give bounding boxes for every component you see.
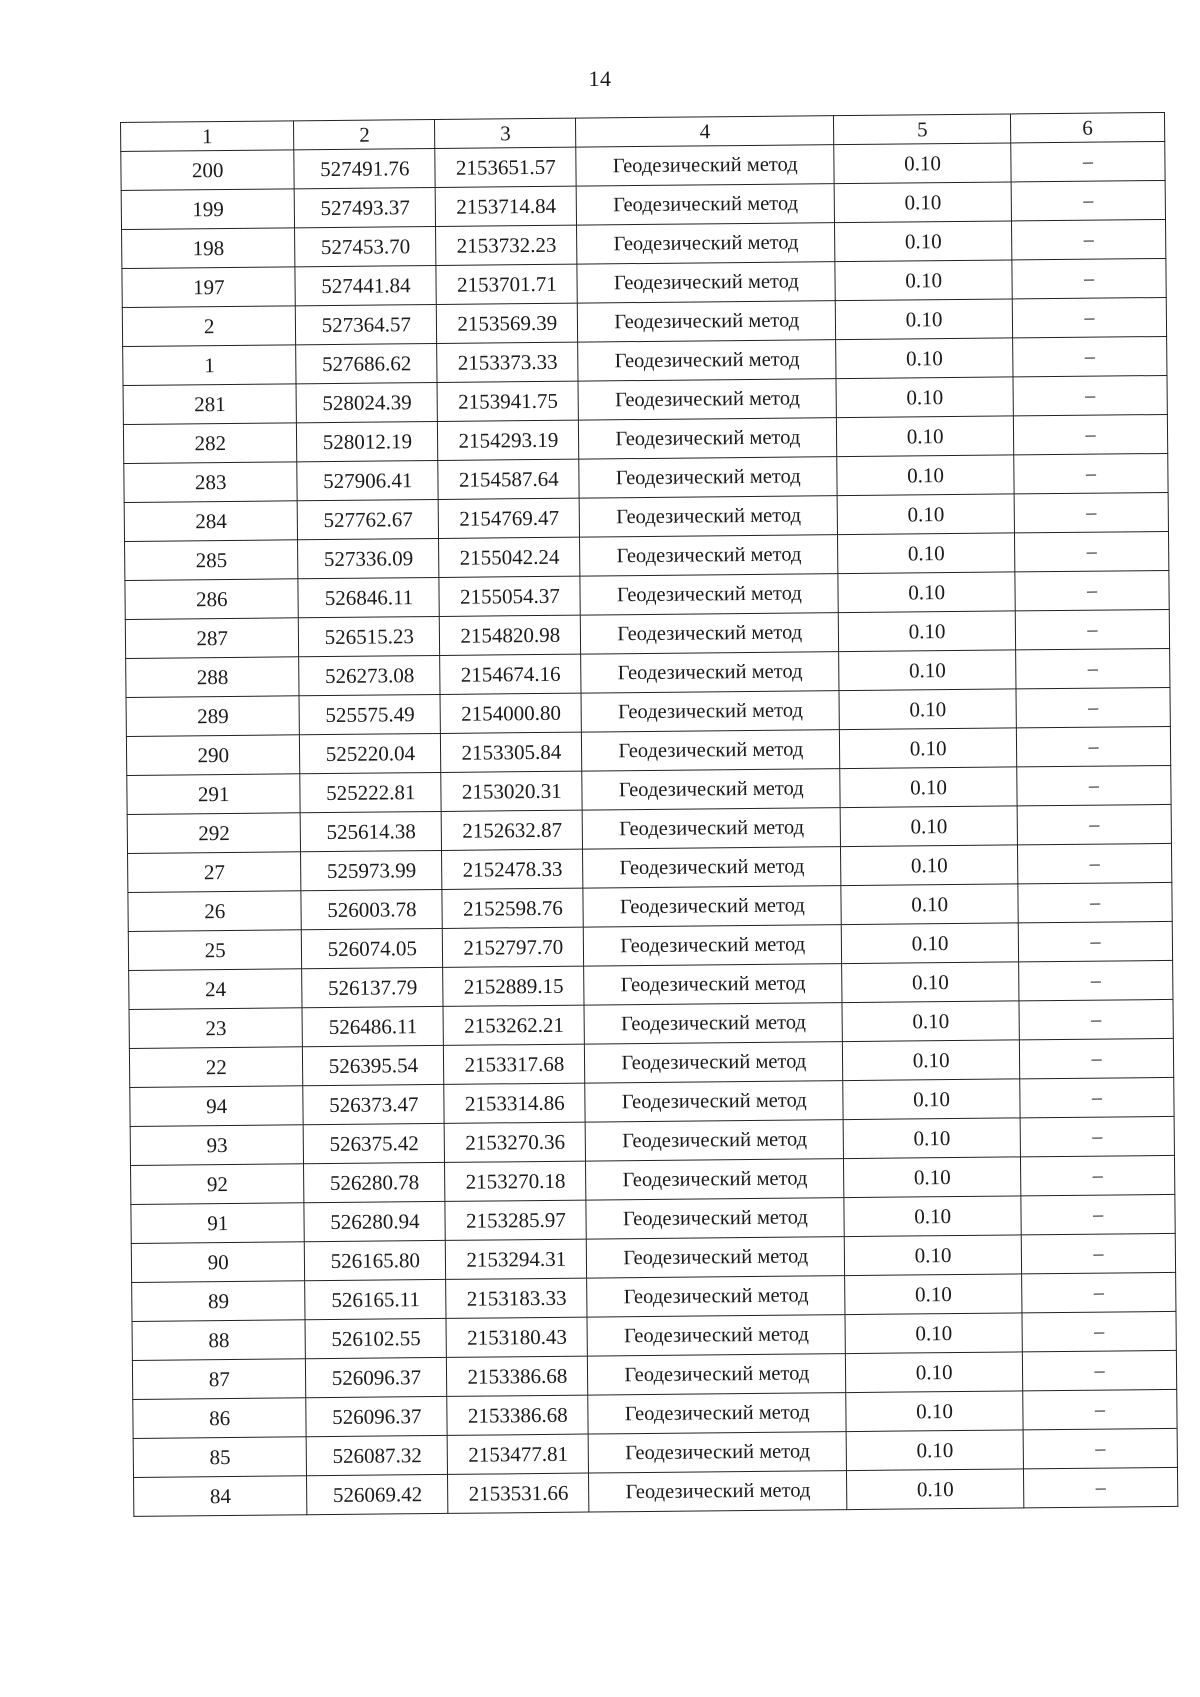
point-number-cell: 281 <box>123 384 297 425</box>
method-cell: Геодезический метод <box>585 1081 843 1122</box>
point-number-cell: 91 <box>131 1203 305 1244</box>
y-coordinate-cell: 2152889.15 <box>443 966 584 1006</box>
point-number-cell: 283 <box>124 462 298 503</box>
point-number-cell: 25 <box>128 930 302 971</box>
y-coordinate-cell: 2152478.33 <box>442 849 583 889</box>
x-coordinate-cell: 527686.62 <box>296 343 437 383</box>
x-coordinate-cell: 527491.76 <box>294 148 435 188</box>
x-coordinate-cell: 525222.81 <box>300 772 441 812</box>
point-number-cell: 199 <box>121 189 295 230</box>
x-coordinate-cell: 526375.42 <box>304 1123 445 1163</box>
note-cell: – <box>1020 1116 1174 1156</box>
method-cell: Геодезический метод <box>579 496 837 537</box>
method-cell: Геодезический метод <box>584 1003 842 1044</box>
header-cell-2: 2 <box>294 119 435 149</box>
note-cell: – <box>1014 453 1168 493</box>
y-coordinate-cell: 2153569.39 <box>437 303 578 343</box>
note-cell: – <box>1021 1233 1175 1273</box>
accuracy-cell: 0.10 <box>834 182 1011 223</box>
point-number-cell: 289 <box>126 696 300 737</box>
accuracy-cell: 0.10 <box>840 806 1017 847</box>
x-coordinate-cell: 527441.84 <box>295 265 436 305</box>
note-cell: – <box>1020 1155 1174 1195</box>
method-cell: Геодезический метод <box>581 691 839 732</box>
note-cell: – <box>1011 180 1165 220</box>
point-number-cell: 286 <box>125 579 299 620</box>
point-number-cell: 93 <box>130 1125 304 1166</box>
point-number-cell: 84 <box>134 1476 308 1517</box>
method-cell: Геодезический метод <box>578 301 836 342</box>
y-coordinate-cell: 2153317.68 <box>444 1044 585 1084</box>
note-cell: – <box>1015 570 1169 610</box>
y-coordinate-cell: 2153270.36 <box>445 1122 586 1162</box>
point-number-cell: 89 <box>132 1281 306 1322</box>
note-cell: – <box>1020 1077 1174 1117</box>
y-coordinate-cell: 2153314.86 <box>444 1083 585 1123</box>
x-coordinate-cell: 526280.94 <box>304 1201 445 1241</box>
point-number-cell: 92 <box>131 1164 305 1205</box>
note-cell: – <box>1019 999 1173 1039</box>
x-coordinate-cell: 526102.55 <box>305 1318 446 1358</box>
header-cell-5: 5 <box>834 114 1011 145</box>
x-coordinate-cell: 526003.78 <box>301 889 442 929</box>
accuracy-cell: 0.10 <box>836 338 1013 379</box>
method-cell: Геодезический метод <box>588 1393 846 1434</box>
accuracy-cell: 0.10 <box>836 299 1013 340</box>
y-coordinate-cell: 2153386.68 <box>447 1356 588 1396</box>
method-cell: Геодезический метод <box>587 1315 845 1356</box>
x-coordinate-cell: 525220.04 <box>300 733 441 773</box>
x-coordinate-cell: 526069.42 <box>307 1474 448 1514</box>
y-coordinate-cell: 2154820.98 <box>440 615 581 655</box>
method-cell: Геодезический метод <box>587 1237 845 1278</box>
y-coordinate-cell: 2154000.80 <box>440 693 581 733</box>
point-number-cell: 87 <box>132 1359 306 1400</box>
accuracy-cell: 0.10 <box>845 1274 1022 1315</box>
point-number-cell: 1 <box>123 345 297 386</box>
note-cell: – <box>1013 336 1167 376</box>
x-coordinate-cell: 526137.79 <box>302 967 443 1007</box>
x-coordinate-cell: 527493.37 <box>295 187 436 227</box>
point-number-cell: 86 <box>133 1398 307 1439</box>
point-number-cell: 282 <box>123 423 297 464</box>
accuracy-cell: 0.10 <box>843 1040 1020 1081</box>
accuracy-cell: 0.10 <box>842 923 1019 964</box>
method-cell: Геодезический метод <box>579 418 837 459</box>
accuracy-cell: 0.10 <box>843 1079 1020 1120</box>
point-number-cell: 85 <box>133 1437 307 1478</box>
point-number-cell: 88 <box>132 1320 306 1361</box>
accuracy-cell: 0.10 <box>846 1430 1023 1471</box>
note-cell: – <box>1022 1272 1176 1312</box>
accuracy-cell: 0.10 <box>837 494 1014 535</box>
x-coordinate-cell: 525973.99 <box>301 850 442 890</box>
accuracy-cell: 0.10 <box>846 1391 1023 1432</box>
header-cell-6: 6 <box>1010 112 1164 142</box>
note-cell: – <box>1017 804 1171 844</box>
x-coordinate-cell: 526165.80 <box>305 1240 446 1280</box>
method-cell: Геодезический метод <box>582 808 840 849</box>
accuracy-cell: 0.10 <box>845 1235 1022 1276</box>
y-coordinate-cell: 2153180.43 <box>446 1317 587 1357</box>
x-coordinate-cell: 526280.78 <box>304 1162 445 1202</box>
accuracy-cell: 0.10 <box>837 455 1014 496</box>
header-cell-1: 1 <box>121 121 295 152</box>
y-coordinate-cell: 2153386.68 <box>447 1395 588 1435</box>
y-coordinate-cell: 2154674.16 <box>440 654 581 694</box>
method-cell: Геодезический метод <box>588 1432 846 1473</box>
x-coordinate-cell: 526074.05 <box>302 928 443 968</box>
header-cell-3: 3 <box>435 118 576 148</box>
note-cell: – <box>1015 609 1169 649</box>
method-cell: Геодезический метод <box>585 1120 843 1161</box>
note-cell: – <box>1013 375 1167 415</box>
method-cell: Геодезический метод <box>582 730 840 771</box>
x-coordinate-cell: 526373.47 <box>303 1084 444 1124</box>
x-coordinate-cell: 526395.54 <box>303 1045 444 1085</box>
x-coordinate-cell: 526515.23 <box>299 616 440 656</box>
x-coordinate-cell: 527453.70 <box>295 226 436 266</box>
x-coordinate-cell: 528024.39 <box>296 382 437 422</box>
method-cell: Геодезический метод <box>586 1198 844 1239</box>
method-cell: Геодезический метод <box>583 886 841 927</box>
note-cell: – <box>1022 1311 1176 1351</box>
point-number-cell: 197 <box>122 267 296 308</box>
note-cell: – <box>1012 258 1166 298</box>
method-cell: Геодезический метод <box>585 1042 843 1083</box>
coordinates-table-sheet <box>120 112 1178 1517</box>
method-cell: Геодезический метод <box>586 1159 844 1200</box>
point-number-cell: 284 <box>124 501 298 542</box>
x-coordinate-cell: 528012.19 <box>297 421 438 461</box>
note-cell: – <box>1018 882 1172 922</box>
point-number-cell: 292 <box>127 813 301 854</box>
accuracy-cell: 0.10 <box>837 416 1014 457</box>
method-cell: Геодезический метод <box>588 1354 846 1395</box>
y-coordinate-cell: 2153270.18 <box>445 1161 586 1201</box>
note-cell: – <box>1016 726 1170 766</box>
y-coordinate-cell: 2153373.33 <box>437 342 578 382</box>
x-coordinate-cell: 526096.37 <box>306 1357 447 1397</box>
note-cell: – <box>1011 141 1165 181</box>
point-number-cell: 23 <box>129 1008 303 1049</box>
note-cell: – <box>1019 960 1173 1000</box>
y-coordinate-cell: 2152598.76 <box>442 888 583 928</box>
header-cell-4: 4 <box>576 116 834 147</box>
method-cell: Геодезический метод <box>578 379 836 420</box>
accuracy-cell: 0.10 <box>834 143 1011 184</box>
x-coordinate-cell: 527364.57 <box>296 304 437 344</box>
note-cell: – <box>1016 687 1170 727</box>
note-cell: – <box>1022 1350 1176 1390</box>
method-cell: Геодезический метод <box>582 769 840 810</box>
note-cell: – <box>1014 492 1168 532</box>
note-cell: – <box>1023 1467 1177 1507</box>
accuracy-cell: 0.10 <box>836 377 1013 418</box>
point-number-cell: 288 <box>126 657 300 698</box>
accuracy-cell: 0.10 <box>839 689 1016 730</box>
accuracy-cell: 0.10 <box>839 650 1016 691</box>
accuracy-cell: 0.10 <box>842 1001 1019 1042</box>
accuracy-cell: 0.10 <box>835 221 1012 262</box>
method-cell: Геодезический метод <box>589 1471 847 1512</box>
method-cell: Геодезический метод <box>577 262 835 303</box>
accuracy-cell: 0.10 <box>847 1469 1024 1510</box>
y-coordinate-cell: 2153183.33 <box>446 1278 587 1318</box>
note-cell: – <box>1023 1428 1177 1468</box>
y-coordinate-cell: 2153941.75 <box>437 381 578 421</box>
y-coordinate-cell: 2153714.84 <box>436 186 577 226</box>
accuracy-cell: 0.10 <box>840 728 1017 769</box>
point-number-cell: 22 <box>129 1047 303 1088</box>
accuracy-cell: 0.10 <box>838 533 1015 574</box>
point-number-cell: 291 <box>127 774 301 815</box>
method-cell: Геодезический метод <box>581 613 839 654</box>
note-cell: – <box>1015 531 1169 571</box>
method-cell: Геодезический метод <box>578 340 836 381</box>
x-coordinate-cell: 527906.41 <box>297 460 438 500</box>
accuracy-cell: 0.10 <box>845 1313 1022 1354</box>
note-cell: – <box>1023 1389 1177 1429</box>
y-coordinate-cell: 2153020.31 <box>441 771 582 811</box>
method-cell: Геодезический метод <box>587 1276 845 1317</box>
point-number-cell: 90 <box>131 1242 305 1283</box>
accuracy-cell: 0.10 <box>844 1196 1021 1237</box>
method-cell: Геодезический метод <box>576 184 834 225</box>
point-number-cell: 285 <box>125 540 299 581</box>
y-coordinate-cell: 2153477.81 <box>447 1434 588 1474</box>
note-cell: – <box>1017 765 1171 805</box>
point-number-cell: 290 <box>126 735 300 776</box>
method-cell: Геодезический метод <box>583 847 841 888</box>
y-coordinate-cell: 2154293.19 <box>438 420 579 460</box>
note-cell: – <box>1016 648 1170 688</box>
x-coordinate-cell: 525614.38 <box>301 811 442 851</box>
point-number-cell: 94 <box>130 1086 304 1127</box>
x-coordinate-cell: 527762.67 <box>298 499 439 539</box>
accuracy-cell: 0.10 <box>841 845 1018 886</box>
accuracy-cell: 0.10 <box>842 962 1019 1003</box>
x-coordinate-cell: 526087.32 <box>307 1435 448 1475</box>
y-coordinate-cell: 2153294.31 <box>446 1239 587 1279</box>
y-coordinate-cell: 2153651.57 <box>435 147 576 187</box>
accuracy-cell: 0.10 <box>841 884 1018 925</box>
accuracy-cell: 0.10 <box>839 611 1016 652</box>
point-number-cell: 26 <box>128 891 302 932</box>
method-cell: Геодезический метод <box>584 925 842 966</box>
method-cell: Геодезический метод <box>581 652 839 693</box>
note-cell: – <box>1012 219 1166 259</box>
point-number-cell: 2 <box>122 306 296 347</box>
x-coordinate-cell: 526486.11 <box>302 1006 443 1046</box>
y-coordinate-cell: 2154587.64 <box>438 459 579 499</box>
method-cell: Геодезический метод <box>580 535 838 576</box>
y-coordinate-cell: 2153305.84 <box>441 732 582 772</box>
note-cell: – <box>1017 843 1171 883</box>
accuracy-cell: 0.10 <box>838 572 1015 613</box>
y-coordinate-cell: 2155054.37 <box>439 576 580 616</box>
y-coordinate-cell: 2153262.21 <box>443 1005 584 1045</box>
x-coordinate-cell: 527336.09 <box>298 538 439 578</box>
method-cell: Геодезический метод <box>579 457 837 498</box>
y-coordinate-cell: 2152797.70 <box>443 927 584 967</box>
accuracy-cell: 0.10 <box>840 767 1017 808</box>
note-cell: – <box>1018 921 1172 961</box>
y-coordinate-cell: 2152632.87 <box>442 810 583 850</box>
method-cell: Геодезический метод <box>576 145 834 186</box>
method-cell: Геодезический метод <box>584 964 842 1005</box>
accuracy-cell: 0.10 <box>846 1352 1023 1393</box>
y-coordinate-cell: 2155042.24 <box>439 537 580 577</box>
page-number: 14 <box>588 66 612 91</box>
method-cell: Геодезический метод <box>577 223 835 264</box>
note-cell: – <box>1021 1194 1175 1234</box>
y-coordinate-cell: 2153732.23 <box>436 225 577 265</box>
accuracy-cell: 0.10 <box>844 1157 1021 1198</box>
accuracy-cell: 0.10 <box>843 1118 1020 1159</box>
accuracy-cell: 0.10 <box>835 260 1012 301</box>
point-number-cell: 287 <box>125 618 299 659</box>
y-coordinate-cell: 2153285.97 <box>445 1200 586 1240</box>
note-cell: – <box>1019 1038 1173 1078</box>
x-coordinate-cell: 526165.11 <box>305 1279 446 1319</box>
y-coordinate-cell: 2153531.66 <box>448 1473 589 1513</box>
x-coordinate-cell: 525575.49 <box>299 694 440 734</box>
x-coordinate-cell: 526273.08 <box>299 655 440 695</box>
y-coordinate-cell: 2153701.71 <box>436 264 577 304</box>
note-cell: – <box>1012 297 1166 337</box>
note-cell: – <box>1013 414 1167 454</box>
y-coordinate-cell: 2154769.47 <box>439 498 580 538</box>
table-body <box>121 141 1178 1516</box>
point-number-cell: 27 <box>128 852 302 893</box>
method-cell: Геодезический метод <box>580 574 838 615</box>
point-number-cell: 200 <box>121 150 295 191</box>
point-number-cell: 24 <box>129 969 303 1010</box>
coordinates-table <box>120 112 1178 1517</box>
x-coordinate-cell: 526846.11 <box>298 577 439 617</box>
x-coordinate-cell: 526096.37 <box>306 1396 447 1436</box>
point-number-cell: 198 <box>122 228 296 269</box>
